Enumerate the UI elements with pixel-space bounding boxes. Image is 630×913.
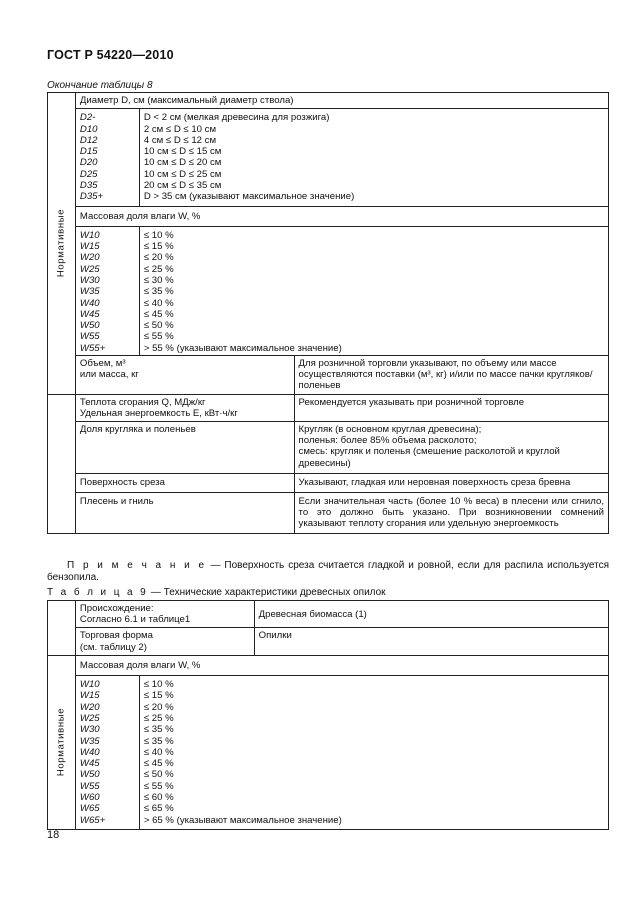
diameter-value: D < 2 см (мелкая древесина для розжига) — [143, 112, 330, 124]
info-row-label: Теплота сгорания Q, МДж/кг Удельная энергоемкость Е, кВт·ч/кг — [75, 394, 294, 421]
table9-moisture-codes — [75, 676, 139, 830]
moisture-value: ≤ 10 % — [143, 679, 174, 691]
moisture-codes — [75, 226, 139, 355]
moisture-code: W55 — [79, 780, 100, 792]
note-text: — Поверхность среза считается гладкой и ровной, если для распила используется бензопила. — [47, 560, 609, 583]
moisture-code: W10 — [79, 229, 100, 241]
diameter-code: D12 — [79, 134, 98, 146]
moisture-code: W45 — [79, 758, 100, 770]
diameter-heading: Диаметр D, см (максимальный диаметр ствола) — [75, 93, 608, 109]
moisture-value: ≤ 20 % — [143, 701, 174, 713]
moisture-code: W45 — [79, 308, 100, 320]
moisture-value: ≤ 60 % — [143, 791, 174, 803]
moisture-value: ≤ 50 % — [143, 320, 174, 332]
moisture-value: ≤ 15 % — [143, 241, 174, 253]
moisture-value: ≤ 25 % — [143, 712, 174, 724]
moisture-code: W20 — [79, 252, 100, 264]
diameter-code: D10 — [79, 123, 98, 135]
table8-caption: Окончание таблицы 8 — [47, 80, 153, 91]
moisture-code: W40 — [79, 746, 100, 758]
table9-vertical-label: Нормативные — [55, 708, 67, 777]
diameter-value: D > 35 см (указывают максимальное значение) — [143, 191, 355, 203]
info-row-text: Рекомендуется указывать при розничной торговле — [294, 394, 608, 421]
moisture-code: W35 — [79, 735, 100, 747]
moisture-code: W25 — [79, 712, 100, 724]
table9-spacer — [48, 601, 76, 656]
table8-info-spacer — [48, 394, 76, 533]
moisture-values — [139, 226, 608, 355]
moisture-code: W40 — [79, 297, 100, 309]
moisture-value: > 55 % (указывают максимальное значение) — [143, 342, 342, 354]
diameter-value: 2 см ≤ D ≤ 10 см — [143, 123, 217, 135]
info-row-text: Указывают, гладкая или неровная поверхность среза бревна — [294, 473, 608, 492]
moisture-value: ≤ 35 % — [143, 286, 174, 298]
table9-moisture-values — [139, 676, 608, 830]
table9-caption: Т а б л и ц а 9 — Технические характеристики древесных опилок — [47, 587, 386, 598]
diameter-value: 10 см ≤ D ≤ 20 см — [143, 157, 222, 169]
moisture-code: W10 — [79, 679, 100, 691]
table9-vertical-label-cell — [48, 655, 76, 829]
moisture-value: ≤ 45 % — [143, 308, 174, 320]
diameter-value: 10 см ≤ D ≤ 25 см — [143, 168, 222, 180]
moisture-heading: Массовая доля влаги W, % — [75, 206, 608, 226]
document-header: ГОСТ Р 54220—2010 — [47, 48, 174, 62]
info-row-label: Доля кругляка и поленьев — [75, 422, 294, 474]
moisture-value: ≤ 45 % — [143, 758, 174, 770]
moisture-code: W65+ — [79, 814, 106, 826]
moisture-value: ≤ 20 % — [143, 252, 174, 264]
moisture-value: ≤ 55 % — [143, 331, 174, 343]
moisture-value: > 65 % (указывают максимальное значение) — [143, 814, 342, 826]
table9 — [47, 600, 609, 830]
moisture-value: ≤ 40 % — [143, 297, 174, 309]
moisture-value: ≤ 55 % — [143, 780, 174, 792]
moisture-code: W50 — [79, 320, 100, 332]
info-row-text: Кругляк (в основном круглая древесина); поленья: более 85% объема расколото; смесь: кругляк и поленья (смешение расколотой и круглой древесины) — [294, 422, 608, 474]
moisture-value: ≤ 40 % — [143, 746, 174, 758]
moisture-code: W60 — [79, 791, 100, 803]
moisture-value: ≤ 30 % — [143, 274, 174, 286]
moisture-value: ≤ 50 % — [143, 769, 174, 781]
origin-value: Древесная биомасса (1) — [254, 601, 608, 628]
page-number: 18 — [47, 829, 60, 841]
moisture-value: ≤ 35 % — [143, 724, 174, 736]
moisture-code: W30 — [79, 274, 100, 286]
diameter-code: D35+ — [79, 191, 104, 203]
moisture-value: ≤ 65 % — [143, 803, 174, 815]
moisture-code: W25 — [79, 263, 100, 275]
moisture-code: W65 — [79, 803, 100, 815]
table8-vertical-label: Нормативные — [55, 209, 67, 278]
moisture-code: W50 — [79, 769, 100, 781]
diameter-codes — [75, 109, 139, 206]
table8 — [47, 92, 609, 534]
diameter-code: D2- — [79, 112, 96, 124]
moisture-code: W55+ — [79, 342, 106, 354]
diameter-value: 10 см ≤ D ≤ 15 см — [143, 146, 222, 158]
diameter-code: D20 — [79, 157, 98, 169]
moisture-code: W35 — [79, 286, 100, 298]
moisture-code: W20 — [79, 701, 100, 713]
moisture-code: W15 — [79, 690, 100, 702]
diameter-value: 4 см ≤ D ≤ 12 см — [143, 134, 217, 146]
diameter-code: D15 — [79, 146, 98, 158]
moisture-value: ≤ 25 % — [143, 263, 174, 275]
note-prefix: П р и м е ч а н и е — [67, 560, 207, 571]
table8-vertical-label-cell — [48, 93, 76, 395]
note — [47, 560, 609, 584]
table9-moisture-heading: Массовая доля влаги W, % — [75, 655, 608, 675]
origin-label: Происхождение: Согласно 6.1 и таблице1 — [75, 601, 254, 628]
moisture-value: ≤ 15 % — [143, 690, 174, 702]
trade-form-value: Опилки — [254, 628, 608, 655]
info-row-text: Если значительная часть (более 10 % веса) в плесени или сгнило, то это должно быть указано. При возникновении сомнений указывают теплоту сгорания или удельную энергоемкость — [294, 493, 608, 534]
moisture-value: ≤ 35 % — [143, 735, 174, 747]
moisture-code: W30 — [79, 724, 100, 736]
diameter-code: D25 — [79, 168, 98, 180]
diameter-values — [139, 109, 608, 206]
moisture-value: ≤ 10 % — [143, 229, 174, 241]
info-row-label: Плесень и гниль — [75, 493, 294, 534]
diameter-value: 20 см ≤ D ≤ 35 см — [143, 179, 222, 191]
info-row-label: Поверхность среза — [75, 473, 294, 492]
volume-text: Для розничной торговли указывают, по объему или массе осуществляются поставки (м³, кг) и/или по массе пачки кругляков/поленьев — [294, 356, 608, 395]
volume-label: Объем, м³ или масса, кг — [75, 356, 294, 395]
trade-form-label: Торговая форма (см. таблицу 2) — [75, 628, 254, 655]
moisture-code: W55 — [79, 331, 100, 343]
moisture-code: W15 — [79, 241, 100, 253]
diameter-code: D35 — [79, 179, 98, 191]
